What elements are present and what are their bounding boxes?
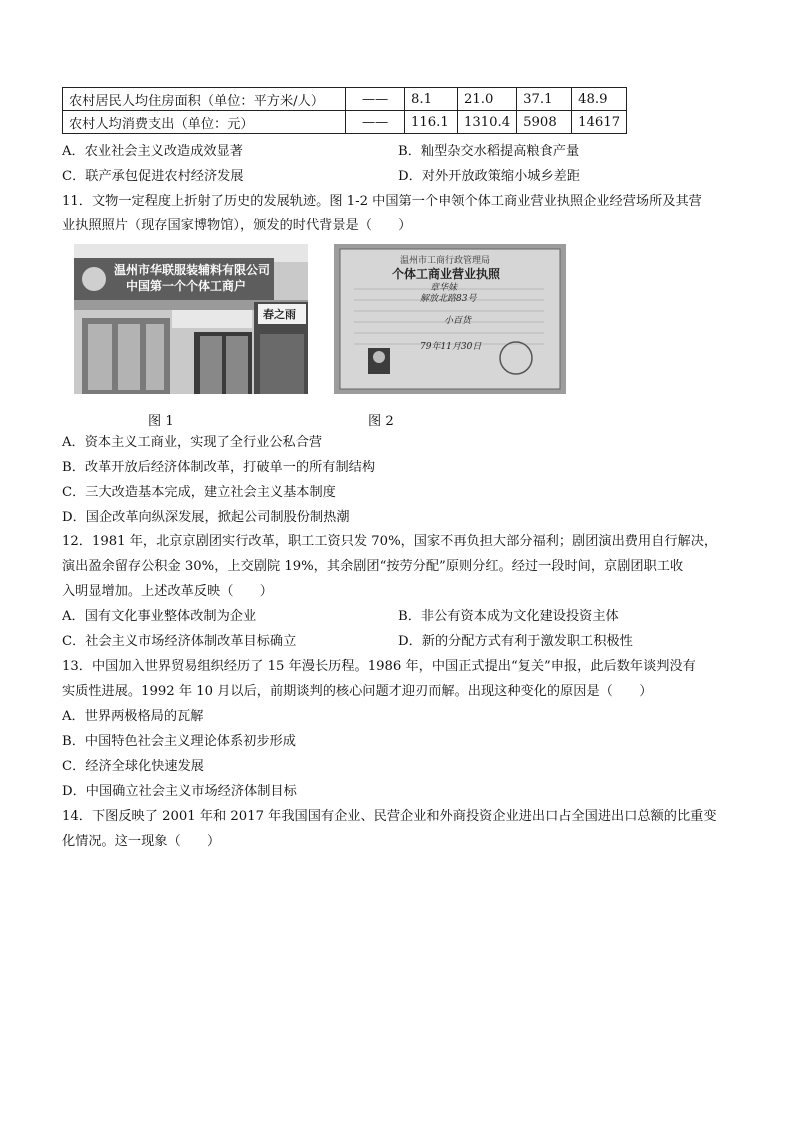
q12-option-a[interactable]: A．国有文化事业整体改制为企业 xyxy=(62,609,257,624)
table-cell: 37.1 xyxy=(517,88,572,111)
table-cell: —— xyxy=(346,88,405,111)
figure-1-caption: 图 1 xyxy=(148,414,174,429)
table-cell: 农村人均消费支出（单位：元） xyxy=(63,111,346,134)
license-issuer: 温州市工商行政管理局 xyxy=(400,256,491,266)
table-cell: —— xyxy=(346,111,405,134)
q12-stem-end: 入明显增加。上述改革反映（ ） xyxy=(62,584,273,599)
figure-2-caption: 图 2 xyxy=(368,414,394,429)
q11-option-c[interactable]: C．三大改造基本完成，建立社会主义基本制度 xyxy=(62,485,336,500)
q10-option-d[interactable]: D．对外开放政策缩小城乡差距 xyxy=(398,169,581,184)
table-cell: 8.1 xyxy=(405,88,458,111)
q14-stem: 14．下图反映了 2001 年和 2017 年我国国有企业、民营企业和外商投资企业进出口占全国进出口总额的比重变 xyxy=(62,809,717,824)
q11-option-d[interactable]: D．国企改革向纵深发展，掀起公司制股份制热潮 xyxy=(62,510,350,525)
q12-stem-cont: 演出盈余留存公积金 30%，上交剧院 19%，其余剧团“按劳分配”原则分红。经过一段时间，京剧团职工收 xyxy=(62,559,684,574)
license-goods: 小百货 xyxy=(444,316,472,326)
license-title: 个体工商业营业执照 xyxy=(392,267,501,281)
q13-stem-cont: 实质性进展。1992 年 10 月以后，前期谈判的核心问题才迎刃而解。出现这种变化的原因是（ ） xyxy=(62,684,653,699)
q13-option-a[interactable]: A．世界两极格局的瓦解 xyxy=(62,709,204,724)
q12-option-d[interactable]: D．新的分配方式有利于激发职工积极性 xyxy=(398,634,633,649)
q10-option-a[interactable]: A．农业社会主义改造成效显著 xyxy=(62,144,243,159)
table-cell: 1310.4 xyxy=(458,111,517,134)
storefront-sign-subtitle: 中国第一个个体工商户 xyxy=(126,279,247,293)
q12-stem: 12．1981 年，北京京剧团实行改革，职工工资只发 70%，国家不再负担大部分福利；剧团演出费用自行解决， xyxy=(62,534,718,549)
q14-stem-cont: 化情况。这一现象（ ） xyxy=(62,834,221,849)
shop-sign-text: 春之雨 xyxy=(263,308,296,321)
business-license-photo xyxy=(334,244,566,394)
license-date: 79年11月30日 xyxy=(420,342,482,352)
table-cell: 116.1 xyxy=(405,111,458,134)
table-cell: 21.0 xyxy=(458,88,517,111)
table-cell: 48.9 xyxy=(572,88,627,111)
q10-option-c[interactable]: C．联产承包促进农村经济发展 xyxy=(62,169,244,184)
q12-option-c[interactable]: C．社会主义市场经济体制改革目标确立 xyxy=(62,634,297,649)
q13-option-d[interactable]: D．中国确立社会主义市场经济体制目标 xyxy=(62,784,297,799)
license-holder-name: 章华妹 xyxy=(430,283,458,293)
table-cell: 农村居民人均住房面积（单位：平方米/人） xyxy=(63,88,346,111)
q13-stem: 13．中国加入世界贸易组织经历了 15 年漫长历程。1986 年，中国正式提出“复关”申报，此后数年谈判没有 xyxy=(62,659,696,674)
q13-option-c[interactable]: C．经济全球化快速发展 xyxy=(62,759,204,774)
q11-stem: 11．文物一定程度上折射了历史的发展轨迹。图 1-2 中国第一个申领个体工商业营业执照企业经营场所及其营 xyxy=(62,194,702,209)
table-cell: 14617 xyxy=(572,111,627,134)
q11-stem-cont: 业执照照片（现存国家博物馆），颁发的时代背景是（ ） xyxy=(62,218,412,233)
q12-option-b[interactable]: B．非公有资本成为文化建设投资主体 xyxy=(398,609,619,624)
q11-option-b[interactable]: B．改革开放后经济体制改革，打破单一的所有制结构 xyxy=(62,460,376,475)
table-row xyxy=(63,111,627,134)
q11-option-a[interactable]: A．资本主义工商业，实现了全行业公私合营 xyxy=(62,435,323,450)
table-row xyxy=(63,88,627,111)
q10-option-b[interactable]: B．籼型杂交水稻提高粮食产量 xyxy=(398,144,580,159)
storefront-photo xyxy=(74,244,308,394)
storefront-sign-title: 温州市华联服装辅料有限公司 xyxy=(114,263,271,277)
statistics-table xyxy=(62,87,627,134)
license-address: 解放北路83号 xyxy=(420,294,477,304)
q13-option-b[interactable]: B．中国特色社会主义理论体系初步形成 xyxy=(62,734,296,749)
table-cell: 5908 xyxy=(517,111,572,134)
